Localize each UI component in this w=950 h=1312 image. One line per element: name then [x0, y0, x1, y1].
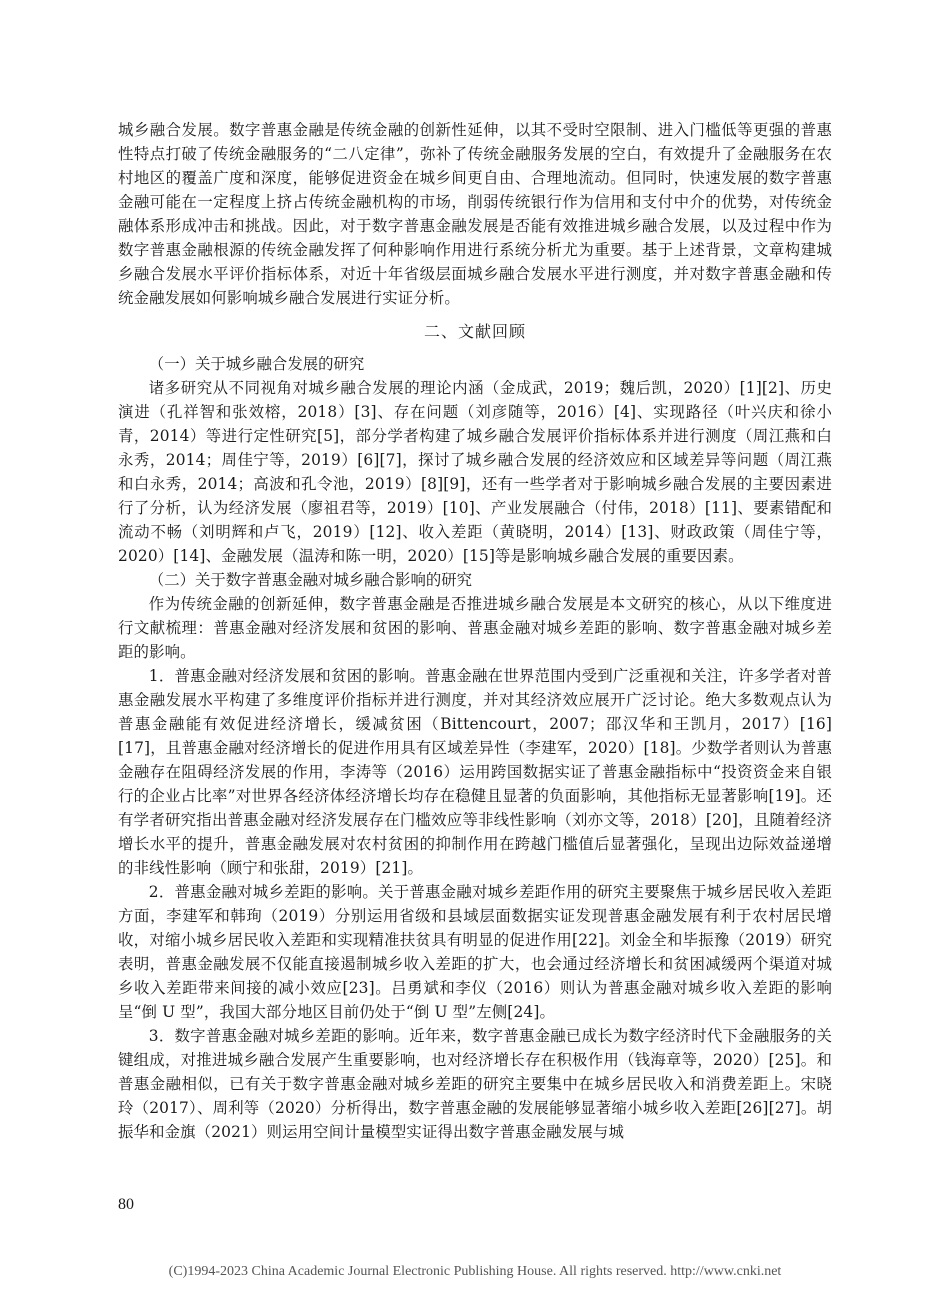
subsection-2-title: （二）关于数字普惠金融对城乡融合影响的研究	[148, 571, 473, 589]
intro-paragraph: 城乡融合发展。数字普惠金融是传统金融的创新性延伸，以其不受时空限制、进入门槛低等更强的普惠性特点打破了传统金融服务的“二八定律”，弥补了传统金融服务发展的空白，有效提升了金融服务在农村地区的覆盖广度和深度，能够促进资金在城乡间更自由、合理地流动。但同时，快速发展的数字普惠金融可能在一定程度上挤占传统金融机构的市场，削弱传统银行作为信用和支付中介的优势，对传统金融体系形成冲击和挑战。因此，对于数字普惠金融发展是否能有效推进城乡融合发展，以及过程中作为数字普惠金融根源的传统金融发挥了何种影响作用进行系统分析尤为重要。基于上述背景，文章构建城乡融合发展水平评价指标体系，对近十年省级层面城乡融合发展水平进行测度，并对数字普惠金融和传统金融发展如何影响城乡融合发展进行实证分析。	[118, 121, 832, 307]
copyright-footer: (C)1994-2023 China Academic Journal Electronic Publishing House. All rights reserved. http://www.cnki.net	[168, 1264, 782, 1279]
point-3-paragraph: 3．数字普惠金融对城乡差距的影响。近年来，数字普惠金融已成长为数字经济时代下金融服务的关键组成，对推进城乡融合发展产生重要影响，也对经济增长存在积极作用（钱海章等，2020）[25]。和普惠金融相似，已有关于数字普惠金融对城乡差距的研究主要集中在城乡居民收入和消费差距上。宋晓玲（2017）、周利等（2020）分析得出，数字普惠金融的发展能够显著缩小城乡收入差距[26][27]。胡振华和金旗（2021）则运用空间计量模型实证得出数字普惠金融发展与城	[118, 1027, 832, 1141]
subsection-1-title: （一）关于城乡融合发展的研究	[148, 355, 365, 373]
section-title: 二、文献回顾	[423, 322, 526, 341]
subsection-2-paragraph: 作为传统金融的创新延伸，数字普惠金融是否推进城乡融合发展是本文研究的核心，从以下维度进行文献梳理：普惠金融对经济发展和贫困的影响、普惠金融对城乡差距的影响、数字普惠金融对城乡差距的影响。	[118, 595, 832, 661]
page-body	[118, 118, 832, 1144]
point-2-paragraph: 2．普惠金融对城乡差距的影响。关于普惠金融对城乡差距作用的研究主要聚焦于城乡居民收入差距方面，李建军和韩珣（2019）分别运用省级和县域层面数据实证发现普惠金融发展有利于农村居民增收，对缩小城乡居民收入差距和实现精准扶贫具有明显的促进作用[22]。刘金全和毕振豫（2019）研究表明，普惠金融发展不仅能直接遏制城乡收入差距的扩大，也会通过经济增长和贫困减缓两个渠道对城乡收入差距带来间接的减小效应[23]。吕勇斌和李仪（2016）则认为普惠金融对城乡收入差距的影响呈“倒 U 型”，我国大部分地区目前仍处于“倒 U 型”左侧[24]。	[118, 883, 832, 1021]
subsection-1-paragraph: 诸多研究从不同视角对城乡融合发展的理论内涵（金成武，2019；魏后凯，2020）[1][2]、历史演进（孔祥智和张效榕，2018）[3]、存在问题（刘彦随等，2016）[4]、实现路径（叶兴庆和徐小青，2014）等进行定性研究[5]，部分学者构建了城乡融合发展评价指标体系并进行测度（周江燕和白永秀，2014；周佳宁等，2019）[6][7]，探讨了城乡融合发展的经济效应和区域差异等问题（周江燕和白永秀，2014；高波和孔令池，2019）[8][9]，还有一些学者对于影响城乡融合发展的主要因素进行了分析，认为经济发展（廖祖君等，2019）[10]、产业发展融合（付伟，2018）[11]、要素错配和流动不畅（刘明辉和卢飞，2019）[12]、收入差距（黄晓明，2014）[13]、财政政策（周佳宁等，2020）[14]、金融发展（温涛和陈一明，2020）[15]等是影响城乡融合发展的重要因素。	[118, 379, 832, 565]
page-number: 80	[118, 1196, 134, 1213]
point-1-paragraph: 1．普惠金融对经济发展和贫困的影响。普惠金融在世界范围内受到广泛重视和关注，许多学者对普惠金融发展水平构建了多维度评价指标并进行测度，并对其经济效应展开广泛讨论。绝大多数观点认为普惠金融能有效促进经济增长，缓减贫困（Bittencourt，2007；邵汉华和王凯月，2017）[16][17]，且普惠金融对经济增长的促进作用具有区域差异性（李建军，2020）[18]。少数学者则认为普惠金融存在阻碍经济发展的作用，李涛等（2016）运用跨国数据实证了普惠金融指标中“投资资金来自银行的企业占比率”对世界各经济体经济增长均存在稳健且显著的负面影响，其他指标无显著影响[19]。还有学者研究指出普惠金融对经济发展存在门槛效应等非线性影响（刘亦文等，2018）[20]，且随着经济增长水平的提升，普惠金融发展对农村贫困的抑制作用在跨越门槛值后显著强化，呈现出边际效益递增的非线性影响（顾宁和张甜，2019）[21]。	[118, 667, 832, 877]
